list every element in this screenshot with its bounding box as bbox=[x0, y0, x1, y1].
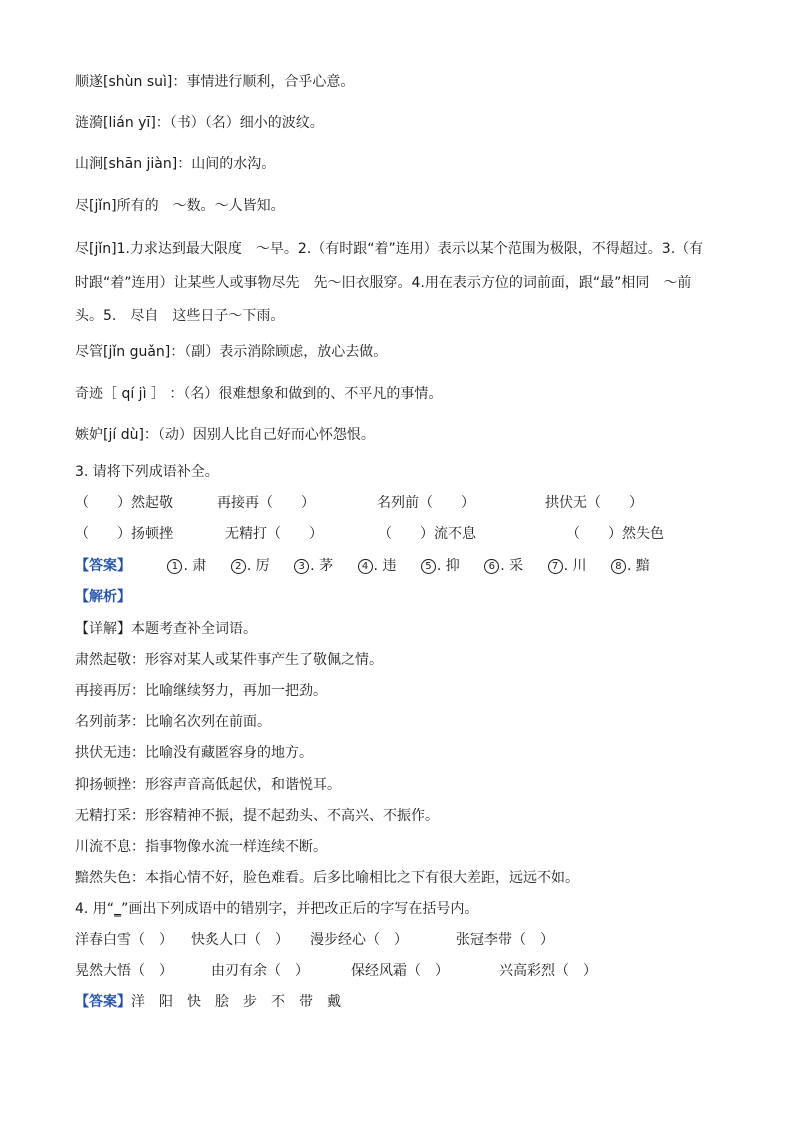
idiom-blank: （ ）然失色 bbox=[566, 526, 664, 542]
answer-tag: 【答案】 bbox=[75, 558, 131, 574]
idiom-blank: 名列前（ ） bbox=[377, 495, 475, 511]
question-4-answer-line bbox=[75, 992, 341, 1012]
question-3-answer-line bbox=[75, 556, 670, 576]
answer-char: 违 bbox=[382, 558, 397, 574]
explanation-line: 抑扬顿挫：形容声音高低起伏，和谐悦耳。 bbox=[75, 777, 341, 793]
prompt-text: 4. 用“ bbox=[75, 901, 115, 917]
question-4-row-1 bbox=[75, 930, 554, 950]
answer-item: 4 . 违 bbox=[358, 556, 397, 576]
circled-number: 5 bbox=[421, 559, 436, 574]
answer-item: 7 . 川 bbox=[548, 556, 587, 576]
idiom-blank: （ ）流不息 bbox=[378, 526, 476, 542]
definition-line: 顺遂[shùn suì]：事情进行顺利，合乎心意。 bbox=[75, 74, 355, 90]
answer-char: 茅 bbox=[319, 558, 334, 574]
answer-item: 8 . 黯 bbox=[611, 556, 650, 576]
answer-char: 黯 bbox=[635, 558, 650, 574]
idiom-item: 由刃有余（ ） bbox=[211, 963, 309, 979]
question-4-prompt bbox=[75, 899, 478, 919]
idiom-blank: 无精打（ ） bbox=[225, 526, 323, 542]
idiom-item: 快炙人口（ ） bbox=[191, 932, 289, 948]
explanation-line: 名列前茅：比喻名次列在前面。 bbox=[75, 714, 271, 730]
circled-number: 7 bbox=[548, 559, 563, 574]
circled-number: 6 bbox=[484, 559, 499, 574]
idiom-item: 兴高彩烈（ ） bbox=[499, 963, 597, 979]
explanation-line: 拱伏无违：比喻没有藏匿容身的地方。 bbox=[75, 745, 313, 761]
idiom-item: 晃然大悟（ ） bbox=[75, 963, 173, 979]
definition-line: 尽[jǐn]1.力求达到最大限度 ～早。2.（有时跟“着”连用）表示以某个范围为极限，不得超过。3.（有 bbox=[75, 241, 704, 257]
idiom-blank: （ ）然起敬 bbox=[75, 495, 173, 511]
answer-char: 川 bbox=[572, 558, 587, 574]
circled-number: 8 bbox=[611, 559, 626, 574]
definition-line: 头。5. 尽自 这些日子～下雨。 bbox=[75, 308, 285, 324]
circled-number: 3 bbox=[294, 559, 309, 574]
definition-line: 奇迹［ qí jì ］ ：（名）很难想象和做到的、不平凡的事情。 bbox=[75, 386, 443, 402]
circled-number: 2 bbox=[231, 559, 246, 574]
idiom-item: 漫步经心（ ） bbox=[310, 932, 408, 948]
definition-line: 涟漪[lián yī]：（书）（名）细小的波纹。 bbox=[75, 115, 324, 131]
underline-mark: _ bbox=[114, 901, 122, 917]
definition-line: 嫉妒[jí dù]：（动）因别人比自己好而心怀怨恨。 bbox=[75, 427, 375, 443]
idiom-blank: 拱伏无（ ） bbox=[545, 495, 643, 511]
explanation-line: 肃然起敬：形容对某人或某件事产生了敬佩之情。 bbox=[75, 652, 383, 668]
answer-char: 厉 bbox=[255, 558, 270, 574]
question-4-row-2 bbox=[75, 961, 597, 981]
answer-item: 6 . 采 bbox=[484, 556, 523, 576]
circled-number: 4 bbox=[358, 559, 373, 574]
explanation-line: 再接再厉：比喻继续努力，再加一把劲。 bbox=[75, 683, 327, 699]
circled-number: 1 bbox=[167, 559, 182, 574]
detail-line: 【详解】本题考查补全词语。 bbox=[75, 621, 257, 637]
answer-char: 肃 bbox=[192, 558, 207, 574]
question-3-row-2 bbox=[75, 524, 664, 544]
explanation-line: 川流不息：指事物像水流一样连续不断。 bbox=[75, 839, 327, 855]
answer-text: 洋 阳 快 脍 步 不 带 戴 bbox=[131, 994, 341, 1010]
idiom-blank: （ ）扬顿挫 bbox=[75, 526, 173, 542]
answer-tag: 【答案】 bbox=[75, 994, 131, 1010]
idiom-item: 保经风霜（ ） bbox=[351, 963, 449, 979]
answer-char: 抑 bbox=[445, 558, 460, 574]
explanation-line: 黯然失色：本指心情不好，脸色难看。后多比喻相比之下有很大差距，远远不如。 bbox=[75, 870, 579, 886]
idiom-item: 张冠李带（ ） bbox=[456, 932, 554, 948]
answer-char: 采 bbox=[509, 558, 524, 574]
definition-line: 尽[jǐn]所有的 ～数。～人皆知。 bbox=[75, 198, 285, 214]
question-3-row-1 bbox=[75, 493, 643, 513]
analysis-tag: 【解析】 bbox=[75, 589, 131, 605]
definition-line: 时跟“着”连用）让某些人或事物尽先 先～旧衣服穿。4.用在表示方位的词前面，跟“最”相同 ～前 bbox=[75, 275, 692, 291]
idiom-blank: 再接再（ ） bbox=[217, 495, 315, 511]
answer-item: 5 . 抑 bbox=[421, 556, 460, 576]
question-3-prompt: 3. 请将下列成语补全。 bbox=[75, 464, 219, 480]
answer-item: 1 . 肃 bbox=[167, 556, 206, 576]
explanation-line: 无精打采：形容精神不振，提不起劲头、不高兴、不振作。 bbox=[75, 808, 439, 824]
definition-line: 山涧[shān jiàn]：山间的水沟。 bbox=[75, 156, 276, 172]
prompt-text: ”画出下列成语中的错别字，并把改正后的字写在括号内。 bbox=[121, 901, 479, 917]
idiom-item: 洋春白雪（ ） bbox=[75, 932, 173, 948]
answer-item: 2 . 厉 bbox=[231, 556, 270, 576]
definition-line: 尽管[jǐn guǎn]：（副）表示消除顾虑，放心去做。 bbox=[75, 344, 388, 360]
answer-item: 3 . 茅 bbox=[294, 556, 333, 576]
